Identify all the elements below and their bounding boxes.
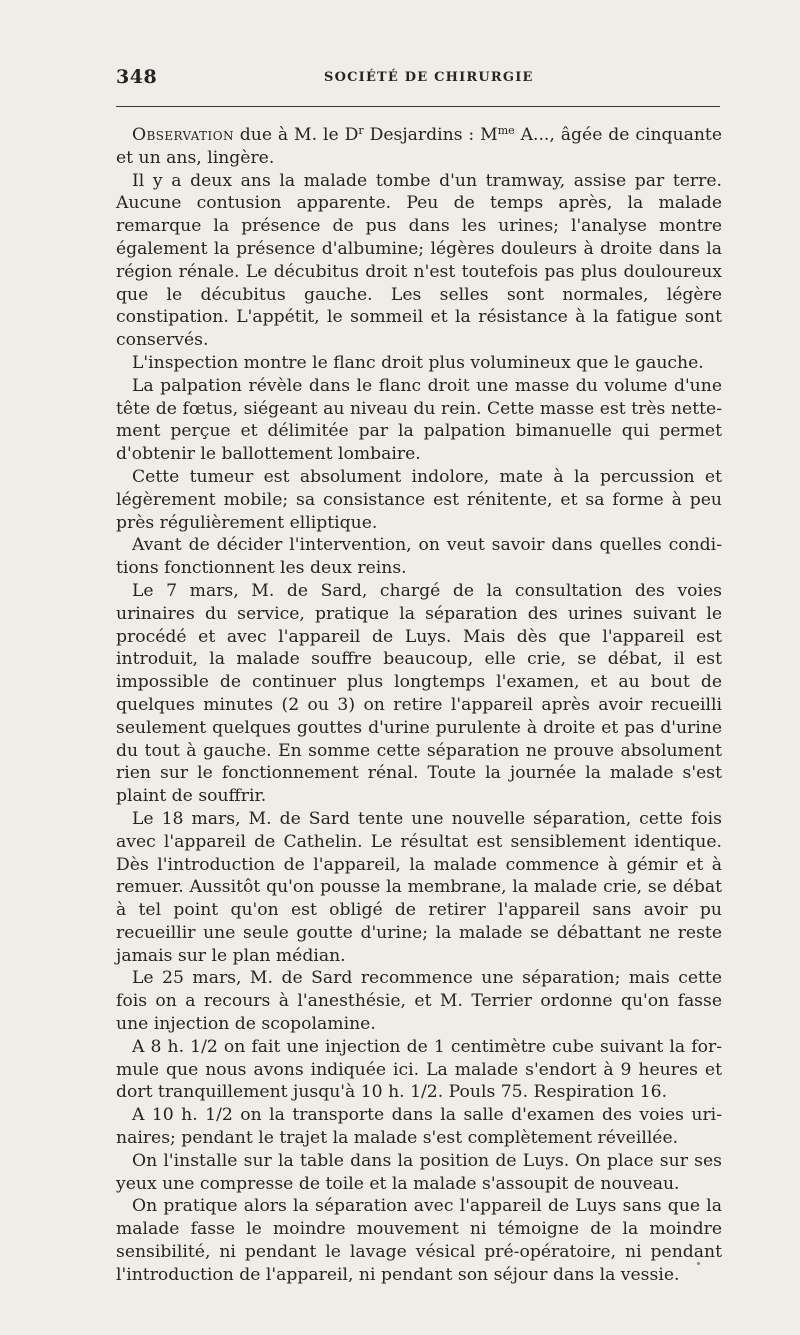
observation-paragraph	[116, 124, 722, 170]
paragraph: Avant de décider l'intervention, on veut savoir dans quelles conditions fonctionnent les deux reins.	[116, 535, 722, 579]
running-title: SOCIÉTÉ DE CHIRURGIE	[324, 70, 534, 85]
paragraph: La palpation révèle dans le flanc droit une masse du volume d'une tête de fœtus, siégeant au niveau du rein. Cette masse est très nettement perçue et délimitée par la palpation bimanuelle qui permet d'obtenir le ballottement lombaire.	[116, 375, 722, 465]
page-header	[116, 66, 720, 96]
paragraph: Il y a deux ans la malade tombe d'un tramway, assise par terre. Aucune contusion apparente. Peu de temps après, la malade remarque la présence de pus dans les urines; l'analyse montre également la présence d'albumine; légères douleurs à droite dans la région rénale. Le décubitus droit n'est toutefois pas plus douloureux que le décubitus gauche. Les selles sont normales, légère constipation. L'appétit, le sommeil et la résistance à la fatigue sont conservés.	[116, 170, 722, 351]
page-number: 348	[116, 66, 158, 88]
paragraph: Le 18 mars, M. de Sard tente une nouvelle séparation, cette fois avec l'appareil de Cathelin. Le résultat est sensiblement identique. Dès l'introduction de l'appareil, la malade commence à gémir et à remuer. Aussitôt qu'on pousse la membrane, la malade crie, se débat à tel point qu'on est obligé de retirer l'appareil sans avoir pu recueillir une seule goutte d'urine; la malade se débattant ne reste jamais sur le plan médian.	[116, 808, 722, 966]
header-rule	[116, 106, 720, 107]
paragraph: On l'installe sur la table dans la position de Luys. On place sur ses yeux une compresse de toile et la malade s'assoupit de nouveau.	[116, 1150, 722, 1194]
paragraph: Cette tumeur est absolument indolore, mate à la percussion et légèrement mobile; sa consistance est rénitente, et sa forme à peu près régulièrement elliptique.	[116, 466, 722, 533]
dr-superscript: r	[358, 124, 364, 137]
paragraph: On pratique alors la séparation avec l'appareil de Luys sans que la malade fasse le moindre mouvement ni témoigne de la moindre sensibilité, ni pendant le lavage vésical pré-opératoire, ni pendant l'introduction de l'appareil, ni pendant son séjour dans la vessie.	[116, 1196, 722, 1285]
mme-superscript: me	[497, 124, 515, 137]
observation-intro: due à M. le D	[233, 125, 359, 145]
observation-doctor: Desjardins : M	[363, 125, 498, 145]
paragraph: A 8 h. 1/2 on fait une injection de 1 centimètre cube suivant la formule que nous avons indiquée ici. La malade s'endort à 9 heures et dort tranquillement jusqu'à 10 h. 1/2. Pouls 75. Respiration 16.	[116, 1036, 722, 1103]
paragraph: L'inspection montre le flanc droit plus volumineux que le gauche.	[132, 352, 704, 373]
paragraph: A 10 h. 1/2 on la transporte dans la salle d'examen des voies urinaires; pendant le trajet la malade s'est complètement réveillée.	[116, 1105, 722, 1149]
observation-patient: A..., âgée de cinquante et un ans, lingère.	[116, 125, 723, 168]
paragraph: Le 25 mars, M. de Sard recommence une séparation; mais cette fois on a recours à l'anesthésie, et M. Terrier ordonne qu'on fasse une injection de scopolamine.	[116, 968, 722, 1035]
paper-speck	[697, 1262, 700, 1265]
observation-label: Observation	[132, 125, 234, 145]
paragraph: Le 7 mars, M. de Sard, chargé de la consultation des voies urinaires du service, pratique la séparation des urines suivant le procédé et avec l'appareil de Luys. Mais dès que l'appareil est introduit, la malade souffre beaucoup, elle crie, se débat, il est impossible de continuer plus longtemps l'examen, et au bout de quelques minutes (2 ou 3) on retire l'appareil après avoir recueilli seulement quelques gouttes d'urine purulente à droite et pas d'urine du tout à gauche. En somme cette séparation ne prouve absolument rien sur le fonctionnement rénal. Toute la journée la malade s'est plaint de souffrir.	[116, 580, 722, 807]
body-text	[116, 124, 722, 1287]
